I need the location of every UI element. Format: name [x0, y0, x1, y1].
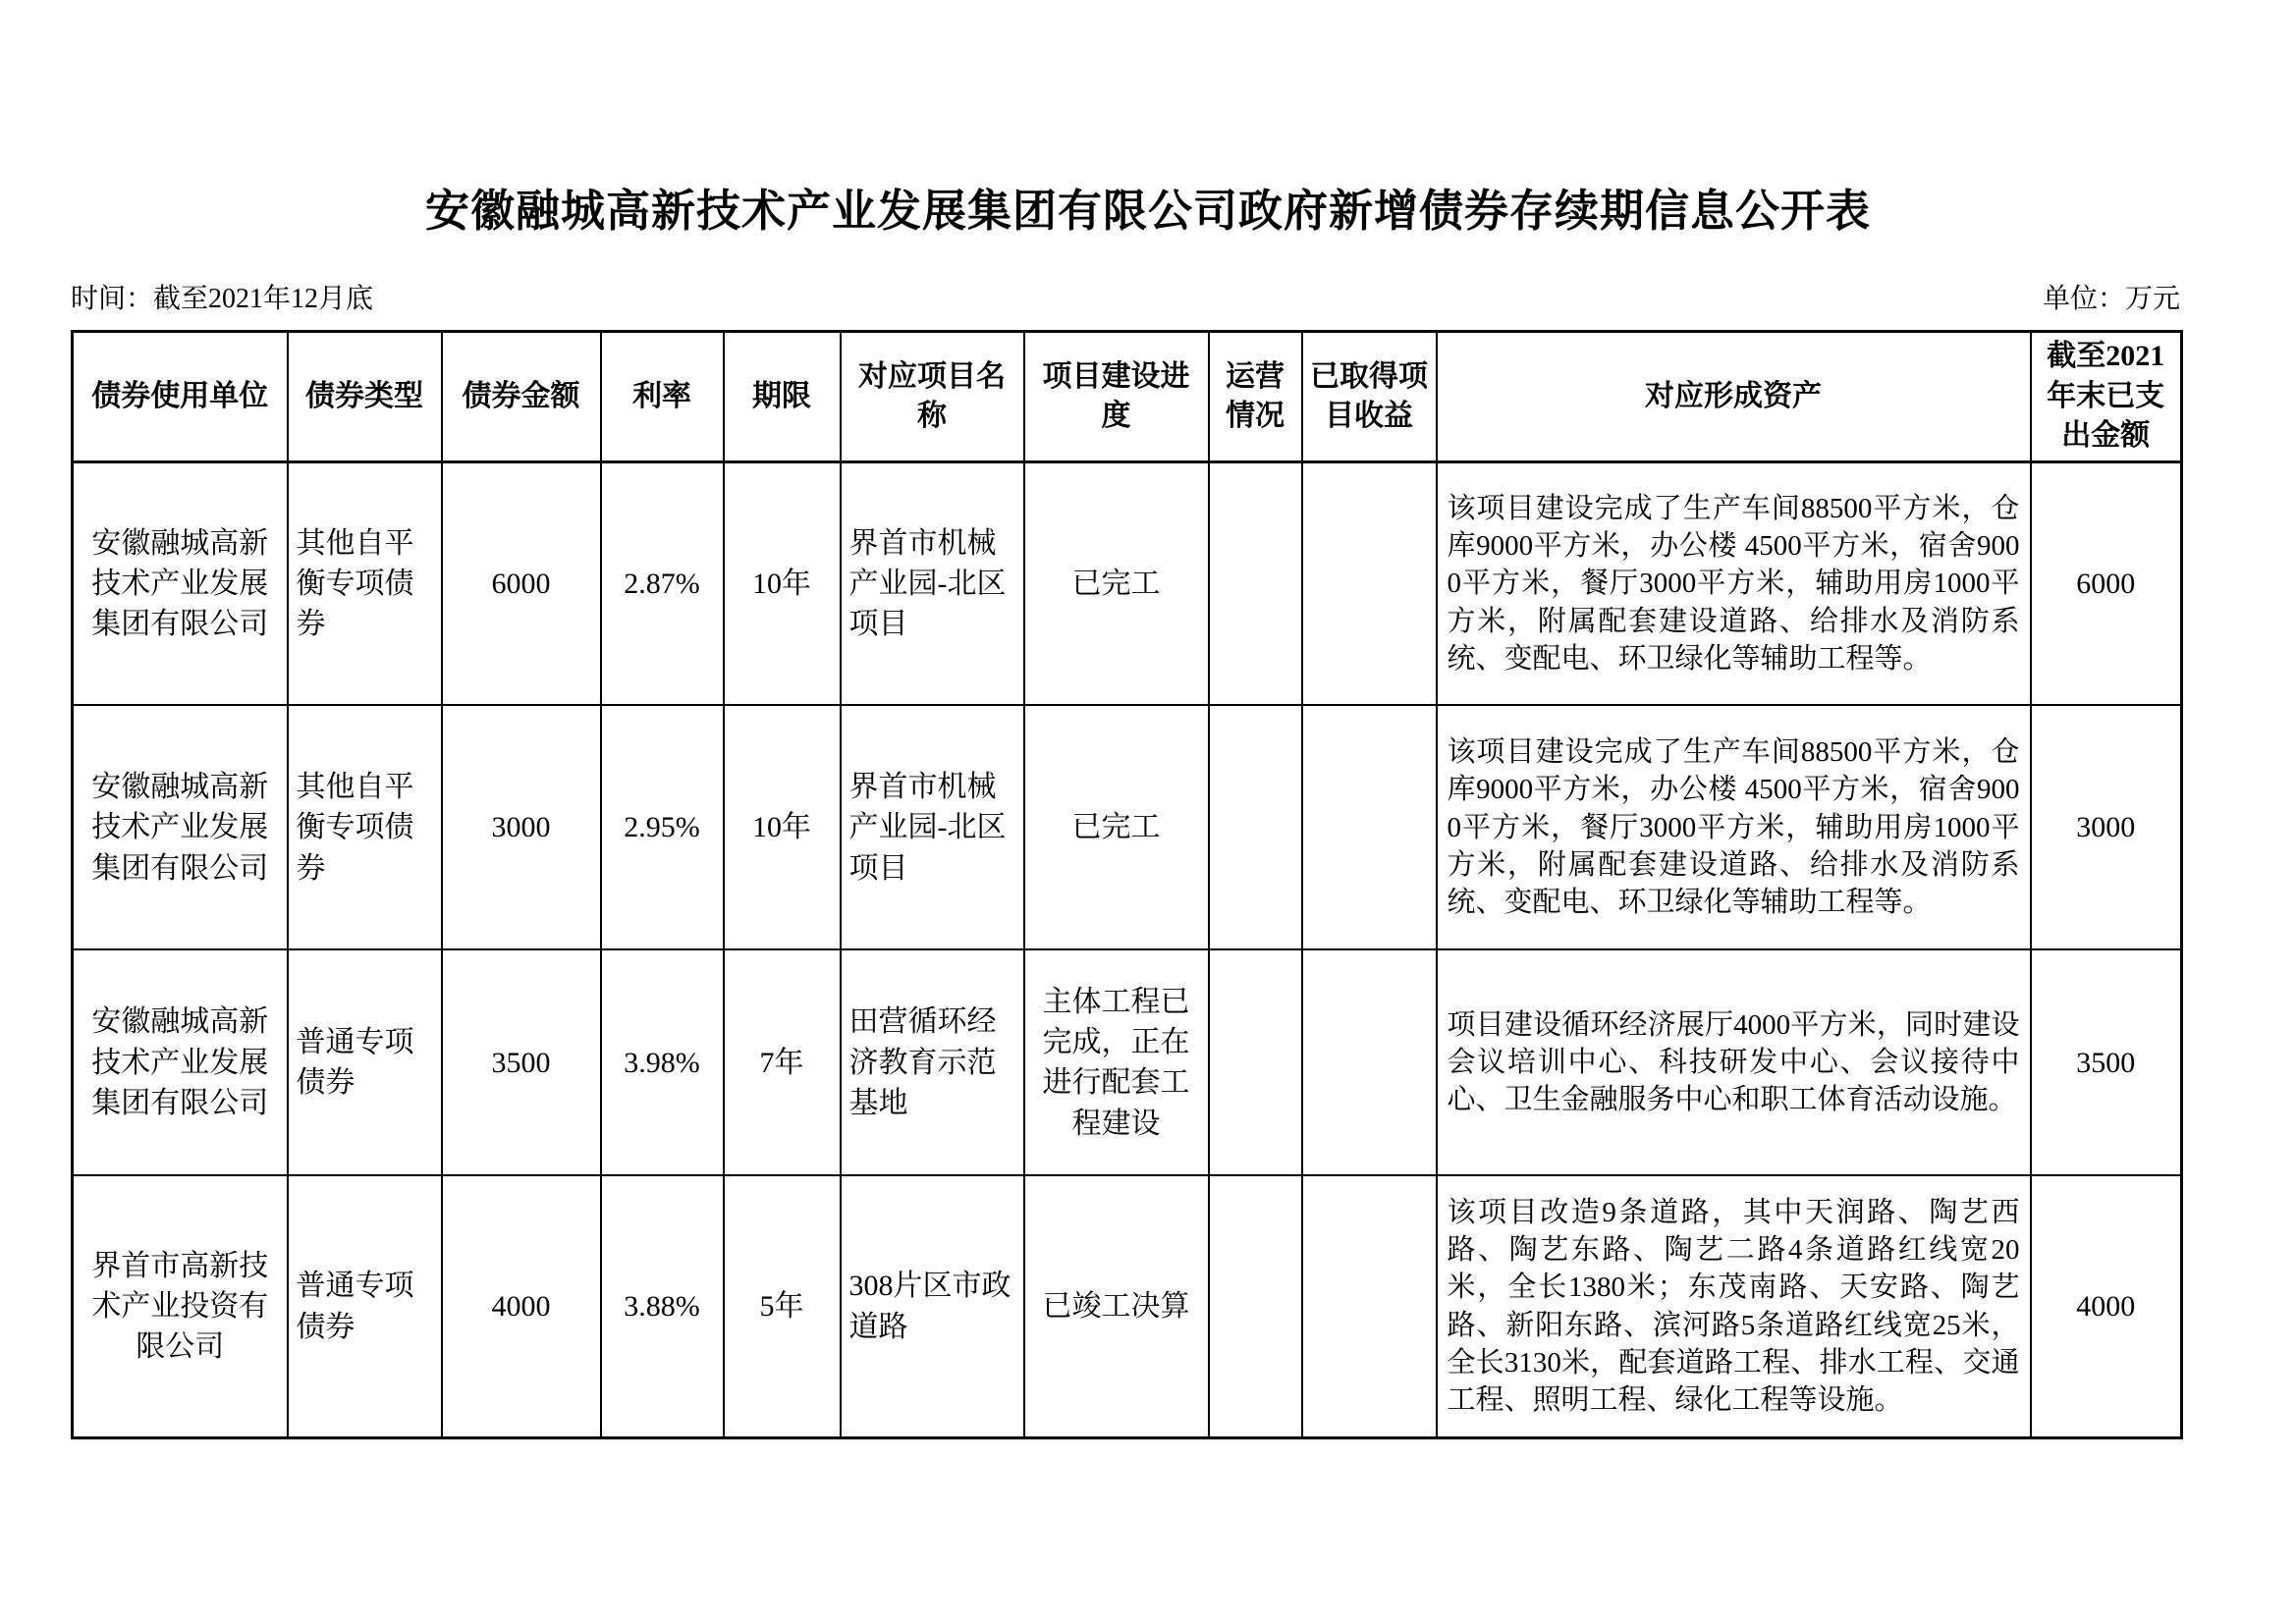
cell-construction-progress: 已完工	[1024, 461, 1209, 705]
cell-bond-amount: 4000	[442, 1175, 601, 1437]
col-header-spent-amount: 截至2021年末已支出金额	[2031, 332, 2182, 462]
cell-interest-rate: 3.88%	[601, 1175, 724, 1437]
cell-project-name: 界首市机械产业园-北区项目	[841, 461, 1024, 705]
cell-bond-user: 安徽融城高新技术产业发展集团有限公司	[73, 461, 288, 705]
table-row	[73, 1175, 2182, 1437]
cell-bond-amount: 3000	[442, 705, 601, 949]
col-header-bond-amount: 债券金额	[442, 332, 601, 462]
col-header-bond-type: 债券类型	[288, 332, 442, 462]
col-header-project-name: 对应项目名称	[841, 332, 1024, 462]
cell-bond-type: 普通专项债券	[288, 1175, 442, 1437]
cell-interest-rate: 2.87%	[601, 461, 724, 705]
col-header-interest-rate: 利率	[601, 332, 724, 462]
table-header-row	[73, 332, 2182, 462]
cell-term: 7年	[724, 949, 841, 1175]
cell-spent-amount: 3000	[2031, 705, 2182, 949]
cell-bond-type: 其他自平衡专项债券	[288, 461, 442, 705]
cell-bond-amount: 6000	[442, 461, 601, 705]
unit-label: 单位：万元	[2042, 283, 2180, 314]
col-header-construction-progress: 项目建设进度	[1024, 332, 1209, 462]
cell-project-name: 308片区市政道路	[841, 1175, 1024, 1437]
cell-operation-status	[1209, 1175, 1302, 1437]
cell-interest-rate: 2.95%	[601, 705, 724, 949]
cell-formed-assets: 该项目建设完成了生产车间88500平方米，仓库9000平方米，办公楼 4500平方米，宿舍9000平方米，餐厅3000平方米，辅助用房1000平方米，附属配套建设道路、给排水及消防系统、变配电、环卫绿化等辅助工程等。	[1437, 461, 2031, 705]
col-header-project-income: 已取得项目收益	[1302, 332, 1437, 462]
cell-term: 5年	[724, 1175, 841, 1437]
cell-spent-amount: 3500	[2031, 949, 2182, 1175]
cell-project-name: 田营循环经济教育示范基地	[841, 949, 1024, 1175]
cell-bond-amount: 3500	[442, 949, 601, 1175]
cell-spent-amount: 4000	[2031, 1175, 2182, 1437]
cell-project-income	[1302, 705, 1437, 949]
cell-term: 10年	[724, 705, 841, 949]
cell-formed-assets: 该项目建设完成了生产车间88500平方米，仓库9000平方米，办公楼 4500平方米，宿舍9000平方米，餐厅3000平方米，辅助用房1000平方米，附属配套建设道路、给排水及消防系统、变配电、环卫绿化等辅助工程等。	[1437, 705, 2031, 949]
col-header-formed-assets: 对应形成资产	[1437, 332, 2031, 462]
cell-interest-rate: 3.98%	[601, 949, 724, 1175]
cell-bond-type: 普通专项债券	[288, 949, 442, 1175]
cell-term: 10年	[724, 461, 841, 705]
col-header-term: 期限	[724, 332, 841, 462]
cell-project-income	[1302, 461, 1437, 705]
cell-project-name: 界首市机械产业园-北区项目	[841, 705, 1024, 949]
col-header-bond-user: 债券使用单位	[73, 332, 288, 462]
cell-operation-status	[1209, 461, 1302, 705]
col-header-operation-status: 运营情况	[1209, 332, 1302, 462]
cell-bond-user: 安徽融城高新技术产业发展集团有限公司	[73, 705, 288, 949]
table-row	[73, 461, 2182, 705]
table-row	[73, 705, 2182, 949]
time-label: 时间：截至2021年12月底	[71, 283, 374, 314]
cell-spent-amount: 6000	[2031, 461, 2182, 705]
cell-construction-progress: 已竣工决算	[1024, 1175, 1209, 1437]
table-row	[73, 949, 2182, 1175]
cell-operation-status	[1209, 949, 1302, 1175]
cell-bond-user: 安徽融城高新技术产业发展集团有限公司	[73, 949, 288, 1175]
document-title: 安徽融城高新技术产业发展集团有限公司政府新增债券存续期信息公开表	[424, 187, 1871, 236]
cell-project-income	[1302, 949, 1437, 1175]
cell-bond-user: 界首市高新技术产业投资有限公司	[73, 1175, 288, 1437]
cell-construction-progress: 已完工	[1024, 705, 1209, 949]
cell-operation-status	[1209, 705, 1302, 949]
cell-formed-assets: 项目建设循环经济展厅4000平方米，同时建设会议培训中心、科技研发中心、会议接待中心、卫生金融服务中心和职工体育活动设施。	[1437, 949, 2031, 1175]
bond-info-table	[71, 330, 2183, 1439]
cell-project-income	[1302, 1175, 1437, 1437]
cell-construction-progress: 主体工程已完成，正在进行配套工程建设	[1024, 949, 1209, 1175]
cell-bond-type: 其他自平衡专项债券	[288, 705, 442, 949]
meta-row	[71, 283, 2180, 316]
cell-formed-assets: 该项目改造9条道路，其中天润路、陶艺西路、陶艺东路、陶艺二路4条道路红线宽20米，全长1380米；东茂南路、天安路、陶艺路、新阳东路、滨河路5条道路红线宽25米，全长3130米，配套道路工程、排水工程、交通工程、照明工程、绿化工程等设施。	[1437, 1175, 2031, 1437]
